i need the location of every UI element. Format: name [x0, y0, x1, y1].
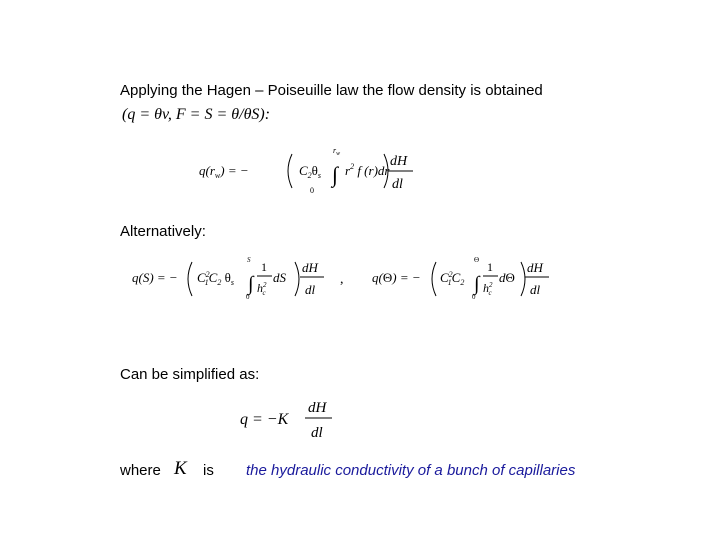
eq2-frac-denominator: $h^2$ c: [257, 281, 267, 297]
equation-4-svg: [238, 394, 348, 444]
eq3-upper-limit: Θ: [474, 256, 480, 264]
eq4-denominator: dl: [311, 425, 323, 441]
eq3-frac-numerator: 1: [487, 260, 493, 274]
equation-darcy-law: [238, 394, 348, 444]
eq2-lower-limit: 0: [246, 293, 250, 301]
intro-text: Applying the Hagen – Poiseuille law the flow density is obtained: [120, 82, 543, 99]
equation-flow-density-radius: [195, 140, 435, 200]
is-label: is: [203, 462, 214, 479]
equation-flow-density-saturation: [130, 252, 330, 304]
eq2-denominator: dl: [305, 282, 316, 297]
eq3-coefficient: $C^2$ $1C_2$: [440, 270, 465, 287]
eq3-left-paren: [432, 262, 436, 296]
eq3-frac-denominator: $h^2$ c: [483, 281, 493, 297]
eq3-right-paren: [521, 262, 525, 296]
eq4-numerator: dH: [308, 400, 327, 416]
eq1-lower-limit-text: 0: [310, 186, 314, 195]
eq2-coefficient: $C^2$ $1C_2$ $\theta_s$: [197, 270, 234, 287]
eq1-left-paren: [288, 154, 292, 188]
hydraulic-conductivity-definition: the hydraulic conductivity of a bunch of capillaries: [246, 462, 576, 479]
equation-1-svg: [195, 140, 435, 200]
eq2-upper-limit: S: [247, 256, 251, 264]
alternatively-label: Alternatively:: [120, 223, 206, 240]
equation-3-svg: [370, 252, 560, 304]
eq1-denominator: dl: [392, 177, 403, 192]
eq1-lhs: $q(r_w)$ = −: [199, 163, 249, 180]
conditions-expression: (q = θv, F = S = θ/θS):: [122, 106, 271, 123]
eq2-right-paren: [295, 262, 299, 296]
eq3-denominator: dl: [530, 282, 541, 297]
where-label: where: [120, 462, 161, 479]
eq2-left-paren: [188, 262, 192, 296]
eq3-lower-limit: 0: [472, 293, 476, 301]
equation-separator-comma: ,: [340, 272, 344, 287]
eq4-lhs: q = −K: [240, 411, 289, 428]
eq2-frac-numerator: 1: [261, 260, 267, 274]
eq1-integral-sign: ∫: [332, 162, 339, 187]
eq2-lhs: q(S) = −: [132, 270, 178, 285]
eq3-integral-sign: ∫: [474, 273, 480, 295]
equation-2-svg: [130, 252, 330, 304]
eq1-upper-limit: $r_w$: [333, 146, 341, 157]
eq1-coefficient: $C_2\theta_s$: [299, 163, 322, 180]
eq2-integral-sign: ∫: [248, 273, 254, 295]
equation-flow-density-theta: [370, 252, 560, 304]
k-symbol: K: [174, 458, 187, 479]
eq1-numerator: dH: [390, 154, 408, 169]
simplified-label: Can be simplified as:: [120, 366, 260, 383]
eq1-integrand: $r^2$ f (r)dr: [345, 162, 390, 178]
eq2-differential: dS: [273, 270, 286, 285]
eq2-numerator: dH: [302, 260, 318, 275]
eq3-numerator: dH: [527, 260, 543, 275]
eq3-lhs: q(Θ) = −: [372, 270, 421, 285]
eq3-differential: dΘ: [499, 270, 515, 285]
